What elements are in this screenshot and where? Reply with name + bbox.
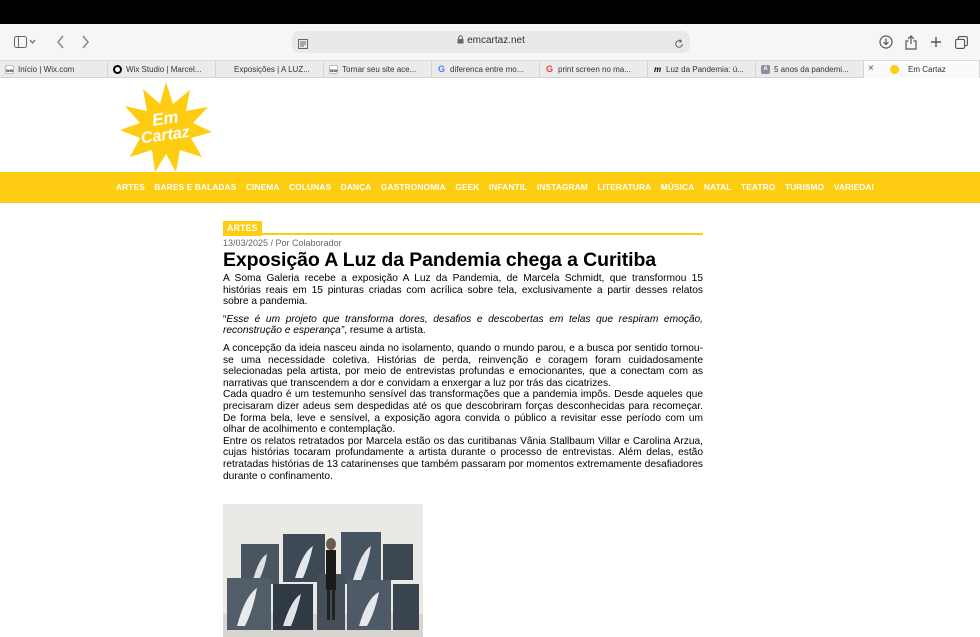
- paragraph-testimony: Cada quadro é um testemunho sensível das transformações que a pandemia impôs. Desde aqueles que precisaram dizer adeus sem despedidas até os que descobriram forças desconhecidas para recomeçar. De forma bela, leve e sensível, a exposição agora convida o público a revisitar esse período com um olhar de acolhimento e contemplação.: [223, 389, 703, 436]
- google-icon: G: [437, 64, 445, 74]
- tab-print-screen[interactable]: [540, 61, 648, 78]
- tab-em-cartaz[interactable]: [864, 61, 980, 78]
- wix-studio-icon: [113, 65, 122, 74]
- category-badge[interactable]: ARTES: [223, 221, 262, 236]
- nav-instagram[interactable]: INSTAGRAM: [536, 182, 588, 192]
- paragraph-portraits: Entre os relatos retratados por Marcela estão os das curitibanas Vânia Stallbaum Villar e Carolina Arzua, cujas histórias tocaram profundamente a artista durante o processo de entrevistas. Além delas, estão retratadas histórias de 13 catarinenses que também passaram por momentos extremamente desafiadores durante o confinamento.: [223, 435, 703, 482]
- paragraph-quote: [223, 314, 703, 337]
- tab-label: print screen no ma...: [558, 65, 631, 74]
- tab-tornar-site[interactable]: [324, 61, 432, 78]
- tab-bar: [0, 60, 980, 78]
- nav-musica[interactable]: MÚSICA: [660, 182, 695, 192]
- em-cartaz-icon: [890, 65, 899, 74]
- logo-line2: Cartaz: [139, 123, 191, 148]
- nav-literatura[interactable]: LITERATURA: [597, 182, 652, 192]
- url-text: emcartaz.net: [467, 35, 525, 46]
- address-bar[interactable]: [292, 31, 690, 53]
- system-top-bar: [0, 0, 980, 24]
- nav-turismo[interactable]: TURISMO: [784, 182, 825, 192]
- nav-bares-e-baladas[interactable]: BARES E BALADAS: [154, 182, 237, 192]
- article-body: [223, 273, 703, 482]
- reload-icon[interactable]: [674, 36, 684, 54]
- article-meta: 13/03/2025 / Por Colaborador: [223, 238, 342, 248]
- m-icon: m: [653, 65, 662, 74]
- tab-luz-pandemia[interactable]: [648, 61, 756, 78]
- wix-icon: WiX: [329, 65, 338, 74]
- paragraph-intro: A Soma Galeria recebe a exposição A Luz da Pandemia, de Marcela Schmidt, que transformou 15 histórias reais em 15 pinturas criadas com acrílica sobre tela, exclusivamente a partir desses relatos sobre a pandemia.: [223, 273, 703, 308]
- lock-icon: [457, 35, 464, 47]
- sidebar-toggle-icon[interactable]: [14, 33, 36, 51]
- download-icon[interactable]: [879, 33, 893, 51]
- tab-label: Tornar seu site ace...: [342, 65, 417, 74]
- nav-variedades[interactable]: VARIEDAI: [833, 182, 874, 192]
- tab-wix-inicio[interactable]: [0, 61, 108, 78]
- tab-label: diferenca entre mo...: [450, 65, 524, 74]
- tab-5-anos[interactable]: [756, 61, 864, 78]
- nav-infantil[interactable]: INFANTIL: [488, 182, 528, 192]
- tab-label: Luz da Pandemia: ú...: [666, 65, 744, 74]
- quote-mark: “: [223, 313, 227, 325]
- tab-exposicoes[interactable]: [216, 61, 324, 78]
- google-icon: G: [545, 64, 553, 74]
- tab-label: Em Cartaz: [908, 65, 946, 74]
- nav-cinema[interactable]: CINEMA: [245, 182, 280, 192]
- tab-overview-icon[interactable]: [955, 33, 968, 51]
- a-icon: A: [761, 65, 770, 74]
- quote-attribution: , resume a artista.: [344, 325, 426, 337]
- nav-teatro[interactable]: TEATRO: [741, 182, 776, 192]
- nav-natal[interactable]: NATAL: [703, 182, 732, 192]
- tab-wix-studio[interactable]: [108, 61, 216, 78]
- forward-icon[interactable]: [80, 33, 90, 51]
- new-tab-icon[interactable]: [930, 33, 942, 51]
- article: [223, 218, 703, 482]
- tab-label: Wix Studio | Marcel...: [126, 65, 202, 74]
- tab-diferenca[interactable]: [432, 61, 540, 78]
- nav-geek[interactable]: GEEK: [455, 182, 480, 192]
- main-nav: [0, 172, 980, 203]
- tab-label: 5 anos da pandemi...: [774, 65, 849, 74]
- nav-danca[interactable]: DANÇA: [340, 182, 372, 192]
- share-icon[interactable]: [905, 33, 917, 51]
- tab-label: Exposições | A LUZ...: [234, 65, 310, 74]
- browser-toolbar: [0, 24, 980, 60]
- quote-text: Esse é um projeto que transforma dores, desafios e descobertas em telas que respiram emoção, reconstrução e esperança”: [223, 313, 703, 337]
- logo-line1: Em: [150, 107, 180, 130]
- tab-label: Início | Wix.com: [18, 65, 75, 74]
- close-tab-icon[interactable]: ×: [868, 63, 874, 74]
- back-icon[interactable]: [56, 33, 66, 51]
- paragraph-conception: A concepção da ideia nasceu ainda no isolamento, quando o mundo parou, e a busca por sentido tornou-se uma necessidade coletiva. Histórias de perda, reinvenção e coragem foram cuidadosamente selecionadas pela artista, por meio de entrevistas profundas e emocionantes, que a conectam com as narrativas que transcendem a dor e convidam a enxergar a luz por trás das cicatrizes.: [223, 342, 703, 389]
- wix-icon: WiX: [5, 65, 14, 74]
- article-photo: [223, 504, 423, 637]
- category-divider: [223, 233, 703, 235]
- site-logo[interactable]: [120, 82, 212, 172]
- nav-gastronomia[interactable]: GASTRONOMIA: [380, 182, 446, 192]
- article-title: Exposição A Luz da Pandemia chega a Curitiba: [223, 249, 657, 271]
- nav-colunas[interactable]: COLUNAS: [289, 182, 332, 192]
- nav-artes[interactable]: ARTES: [116, 182, 145, 192]
